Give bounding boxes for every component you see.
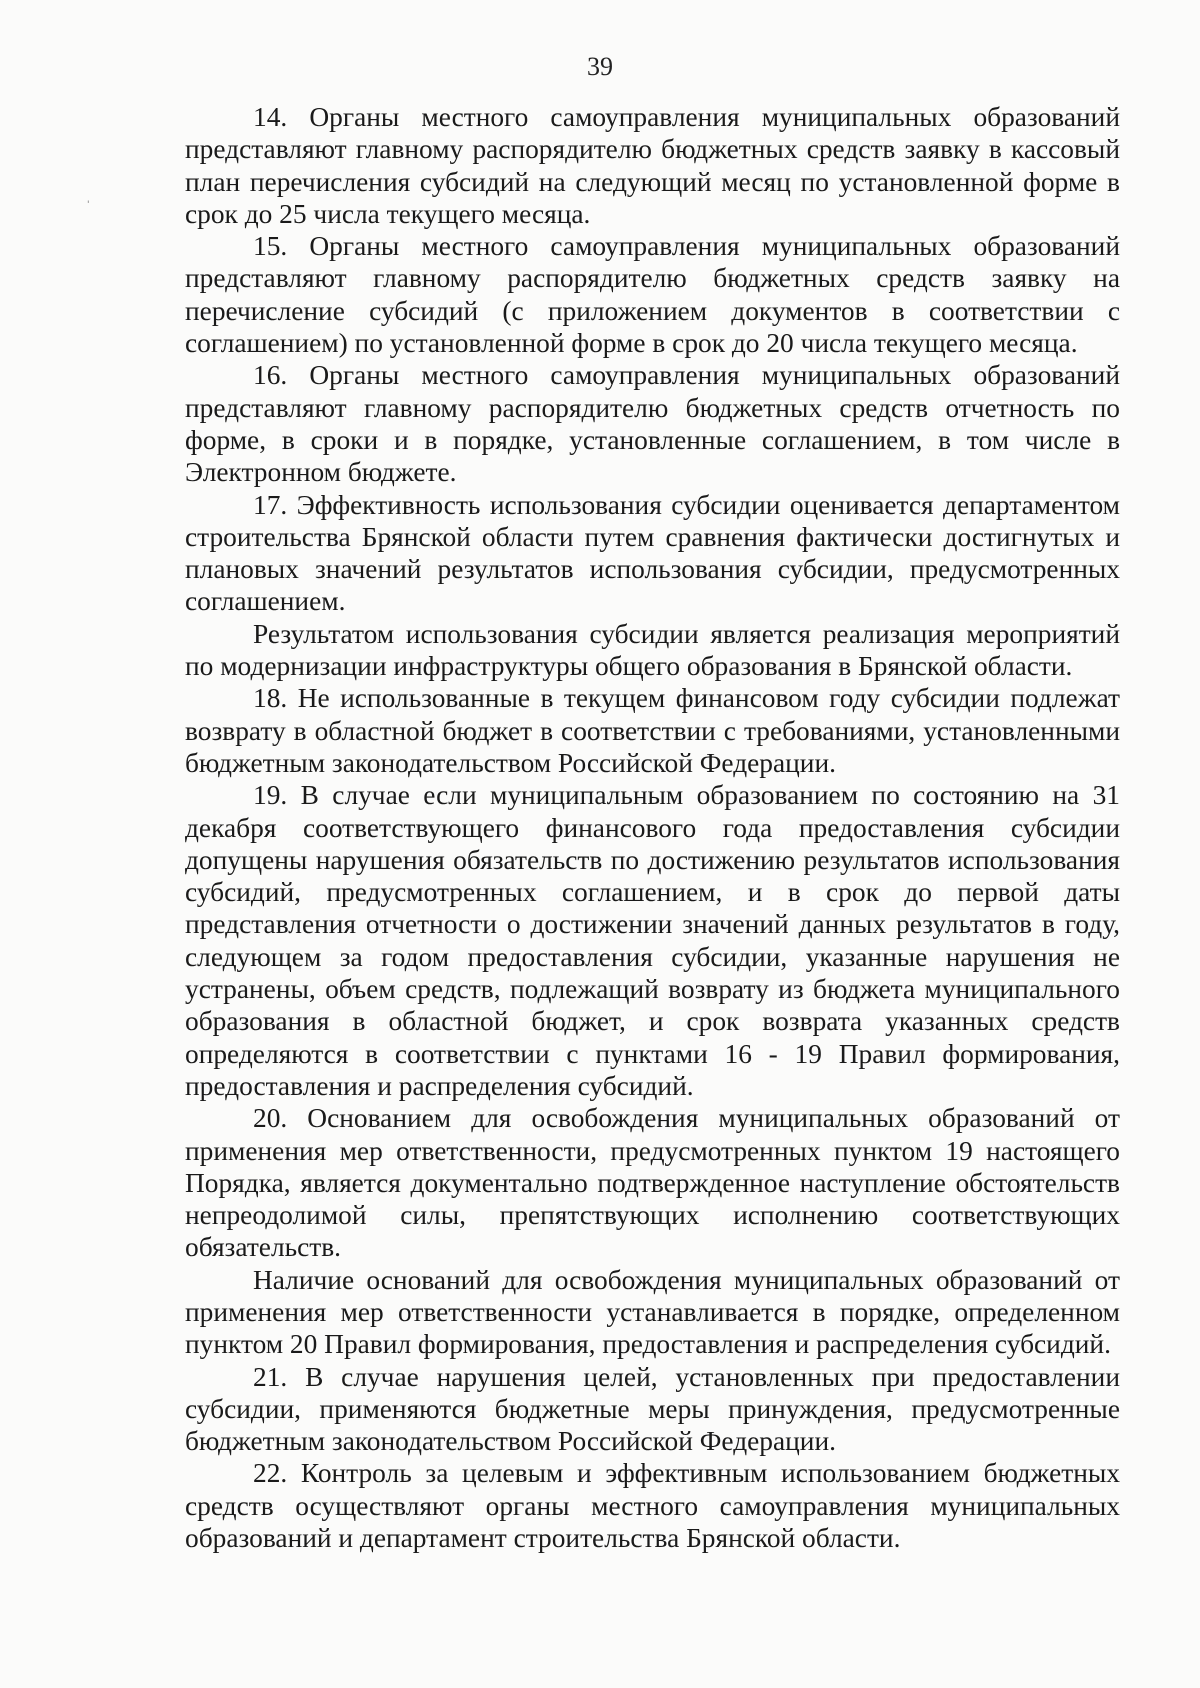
paragraph-22: 22. Контроль за целевым и эффективным использованием бюджетных средств осуществляют органы местного самоуправления муниципальных образований и департамент строительства Брянской области. <box>185 1458 1120 1554</box>
paragraph-15: 15. Органы местного самоуправления муниципальных образований представляют главному распорядителю бюджетных средств заявку на перечисление субсидий (с приложением документов в соответствии с соглашением) по установленной форме в срок до 20 числа текущего месяца. <box>185 231 1120 359</box>
paragraph-16: 16. Органы местного самоуправления муниципальных образований представляют главному распорядителю бюджетных средств отчетность по форме, в сроки и в порядке, установленные соглашением, в том числе в Электронном бюджете. <box>185 360 1120 488</box>
paragraph-21: 21. В случае нарушения целей, установленных при предоставлении субсидии, применяются бюджетные меры принуждения, предусмотренные бюджетным законодательством Российской Федерации. <box>185 1361 1120 1457</box>
paragraph-18: 18. Не использованные в текущем финансовом году субсидии подлежат возврату в областной бюджет в соответствии с требованиями, установленными бюджетным законодательством Российской Федерации. <box>185 683 1120 778</box>
paragraph-19: 19. В случае если муниципальным образованием по состоянию на 31 декабря соответствующего финансового года предоставления субсидии допущены нарушения обязательств по достижению результатов использования субсидий, предусмотренных соглашением, и в срок до первой даты представления отчетности о достижении значений данных результатов в году, следующем за годом предоставления субсидии, указанные нарушения не устранены, объем средств, подлежащий возврату из бюджета муниципального образования в областной бюджет, и срок возврата указанных средств определяются в соответствии с пунктами 16 - 19 Правил формирования, предоставления и распределения субсидий. <box>185 780 1120 1101</box>
paragraph-17-result: Результатом использования субсидии является реализация мероприятий по модернизации инфраструктуры общего образования в Брянской области. <box>185 618 1120 682</box>
paragraph-20-grounds: Наличие оснований для освобождения муниципальных образований от применения мер ответственности устанавливается в порядке, определенном пунктом 20 Правил формирования, предоставления и распределения субсидий. <box>185 1264 1120 1360</box>
paragraph-14: 14. Органы местного самоуправления муниципальных образований представляют главному распорядителю бюджетных средств заявку в кассовый план перечисления субсидий на следующий месяц по установленной форме в срок до 25 числа текущего месяца. <box>185 102 1120 229</box>
paragraph-20: 20. Основанием для освобождения муниципальных образований от применения мер ответственности, предусмотренных пунктом 19 настоящего Порядка, является документально подтвержденное наступление обстоятельств непреодолимой силы, препятствующих исполнению соответствующих обязательств. <box>185 1103 1120 1263</box>
document-body <box>185 101 1120 1554</box>
paragraph-17: 17. Эффективность использования субсидии оценивается департаментом строительства Брянской области путем сравнения фактически достигнутых и плановых значений результатов использования субсидии, предусмотренных соглашением. <box>185 489 1120 617</box>
page-number: 39 <box>587 52 613 81</box>
scan-speck: ' <box>87 200 90 210</box>
